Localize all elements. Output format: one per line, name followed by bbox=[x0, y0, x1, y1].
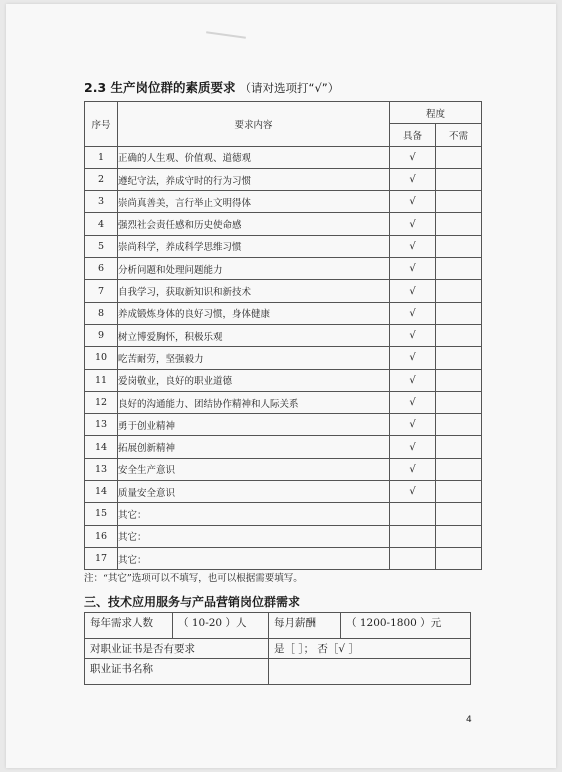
row-number: 13 bbox=[85, 414, 118, 436]
row-have-mark: √ bbox=[390, 280, 436, 302]
row-have-mark: √ bbox=[390, 391, 436, 413]
row-requirement: 其它： bbox=[118, 547, 390, 569]
row-requirement: 强烈社会责任感和历史使命感 bbox=[118, 213, 390, 235]
monthly-salary-label: 每月薪酬 bbox=[269, 613, 341, 639]
row-requirement: 树立博爱胸怀，积极乐观 bbox=[118, 324, 390, 346]
row-number: 16 bbox=[85, 525, 118, 547]
cert-requirement-value: 是［ ］； 否［√ ］ bbox=[269, 639, 471, 659]
table-row bbox=[85, 302, 482, 324]
row-have-mark: √ bbox=[390, 146, 436, 168]
table-row bbox=[85, 235, 482, 257]
row-number: 13 bbox=[85, 458, 118, 480]
footnote: 注：“其它”选项可以不填写，也可以根据需要填写。 bbox=[84, 573, 303, 584]
row-have-mark: √ bbox=[390, 414, 436, 436]
quality-requirements-table bbox=[84, 101, 482, 570]
row-not-needed-mark bbox=[436, 436, 482, 458]
page-number: 4 bbox=[466, 715, 472, 725]
table-row bbox=[85, 191, 482, 213]
row-not-needed-mark bbox=[436, 235, 482, 257]
row-have-mark: √ bbox=[390, 481, 436, 503]
row-have-mark: √ bbox=[390, 258, 436, 280]
row-requirement: 正确的人生观、价值观、道德观 bbox=[118, 146, 390, 168]
cert-name-label: 职业证书名称 bbox=[85, 659, 269, 685]
row-not-needed-mark bbox=[436, 324, 482, 346]
table-row bbox=[85, 146, 482, 168]
section-three-title: 三、技术应用服务与产品营销岗位群需求 bbox=[84, 595, 301, 609]
row-not-needed-mark bbox=[436, 302, 482, 324]
row-not-needed-mark bbox=[436, 168, 482, 190]
row-have-mark: √ bbox=[390, 302, 436, 324]
row-have-mark bbox=[390, 525, 436, 547]
monthly-salary-value: （ 1200-1800 ）元 bbox=[341, 613, 471, 639]
row-requirement: 吃苦耐劳，坚强毅力 bbox=[118, 347, 390, 369]
row-number: 12 bbox=[85, 391, 118, 413]
row-number: 11 bbox=[85, 369, 118, 391]
row-not-needed-mark bbox=[436, 503, 482, 525]
table-row bbox=[85, 547, 482, 569]
row-number: 14 bbox=[85, 481, 118, 503]
header-degree: 程度 bbox=[390, 102, 482, 124]
row-number: 14 bbox=[85, 436, 118, 458]
table-row bbox=[85, 391, 482, 413]
table-row bbox=[85, 324, 482, 346]
table-row bbox=[85, 213, 482, 235]
row-requirement: 爱岗敬业，良好的职业道德 bbox=[118, 369, 390, 391]
row-number: 5 bbox=[85, 235, 118, 257]
header-have: 具备 bbox=[390, 124, 436, 146]
row-not-needed-mark bbox=[436, 258, 482, 280]
row-have-mark: √ bbox=[390, 369, 436, 391]
row-requirement: 勇于创业精神 bbox=[118, 414, 390, 436]
header-no: 序号 bbox=[85, 102, 118, 147]
row-not-needed-mark bbox=[436, 191, 482, 213]
scan-smudge bbox=[206, 31, 246, 39]
cert-requirement-label: 对职业证书是否有要求 bbox=[85, 639, 269, 659]
section-heading-title: 2.3 生产岗位群的素质要求 bbox=[84, 80, 236, 95]
table-row bbox=[85, 258, 482, 280]
row-requirement: 崇尚科学，养成科学思维习惯 bbox=[118, 235, 390, 257]
annual-demand-label: 每年需求人数 bbox=[85, 613, 173, 639]
header-content: 要求内容 bbox=[118, 102, 390, 147]
row-requirement: 遵纪守法，养成守时的行为习惯 bbox=[118, 168, 390, 190]
row-number: 6 bbox=[85, 258, 118, 280]
row-have-mark: √ bbox=[390, 168, 436, 190]
row-requirement: 良好的沟通能力、团结协作精神和人际关系 bbox=[118, 391, 390, 413]
row-have-mark bbox=[390, 503, 436, 525]
row-number: 17 bbox=[85, 547, 118, 569]
table-row bbox=[85, 168, 482, 190]
row-not-needed-mark bbox=[436, 391, 482, 413]
row-requirement: 安全生产意识 bbox=[118, 458, 390, 480]
table-row bbox=[85, 347, 482, 369]
table-row bbox=[85, 280, 482, 302]
row-number: 2 bbox=[85, 168, 118, 190]
row-have-mark: √ bbox=[390, 347, 436, 369]
row-have-mark: √ bbox=[390, 213, 436, 235]
section-heading bbox=[84, 78, 339, 96]
row-requirement: 质量安全意识 bbox=[118, 481, 390, 503]
row-not-needed-mark bbox=[436, 414, 482, 436]
row-number: 10 bbox=[85, 347, 118, 369]
row-have-mark: √ bbox=[390, 235, 436, 257]
table-row bbox=[85, 369, 482, 391]
row-requirement: 崇尚真善美，言行举止文明得体 bbox=[118, 191, 390, 213]
table-row bbox=[85, 458, 482, 480]
row-not-needed-mark bbox=[436, 547, 482, 569]
row-not-needed-mark bbox=[436, 347, 482, 369]
cert-name-value bbox=[269, 659, 471, 685]
table-row bbox=[85, 414, 482, 436]
row-number: 7 bbox=[85, 280, 118, 302]
table-row bbox=[85, 525, 482, 547]
row-number: 15 bbox=[85, 503, 118, 525]
table-row bbox=[85, 481, 482, 503]
row-have-mark: √ bbox=[390, 324, 436, 346]
row-requirement: 分析问题和处理问题能力 bbox=[118, 258, 390, 280]
row-number: 1 bbox=[85, 146, 118, 168]
row-have-mark: √ bbox=[390, 191, 436, 213]
row-not-needed-mark bbox=[436, 213, 482, 235]
row-requirement: 拓展创新精神 bbox=[118, 436, 390, 458]
table-row bbox=[85, 503, 482, 525]
row-number: 3 bbox=[85, 191, 118, 213]
row-number: 8 bbox=[85, 302, 118, 324]
demand-table bbox=[84, 612, 471, 685]
row-number: 9 bbox=[85, 324, 118, 346]
row-not-needed-mark bbox=[436, 481, 482, 503]
row-have-mark: √ bbox=[390, 436, 436, 458]
header-not-needed: 不需 bbox=[436, 124, 482, 146]
row-not-needed-mark bbox=[436, 280, 482, 302]
document-page bbox=[6, 4, 556, 768]
row-requirement: 其它： bbox=[118, 525, 390, 547]
row-not-needed-mark bbox=[436, 525, 482, 547]
table-row bbox=[85, 436, 482, 458]
row-not-needed-mark bbox=[436, 369, 482, 391]
row-not-needed-mark bbox=[436, 146, 482, 168]
section-heading-note: （请对选项打“√”） bbox=[239, 81, 340, 95]
row-have-mark bbox=[390, 547, 436, 569]
row-not-needed-mark bbox=[436, 458, 482, 480]
row-requirement: 自我学习，获取新知识和新技术 bbox=[118, 280, 390, 302]
row-requirement: 养成锻炼身体的良好习惯，身体健康 bbox=[118, 302, 390, 324]
annual-demand-value: （ 10-20 ）人 bbox=[173, 613, 269, 639]
row-number: 4 bbox=[85, 213, 118, 235]
row-have-mark: √ bbox=[390, 458, 436, 480]
table-body bbox=[85, 146, 482, 570]
row-requirement: 其它： bbox=[118, 503, 390, 525]
